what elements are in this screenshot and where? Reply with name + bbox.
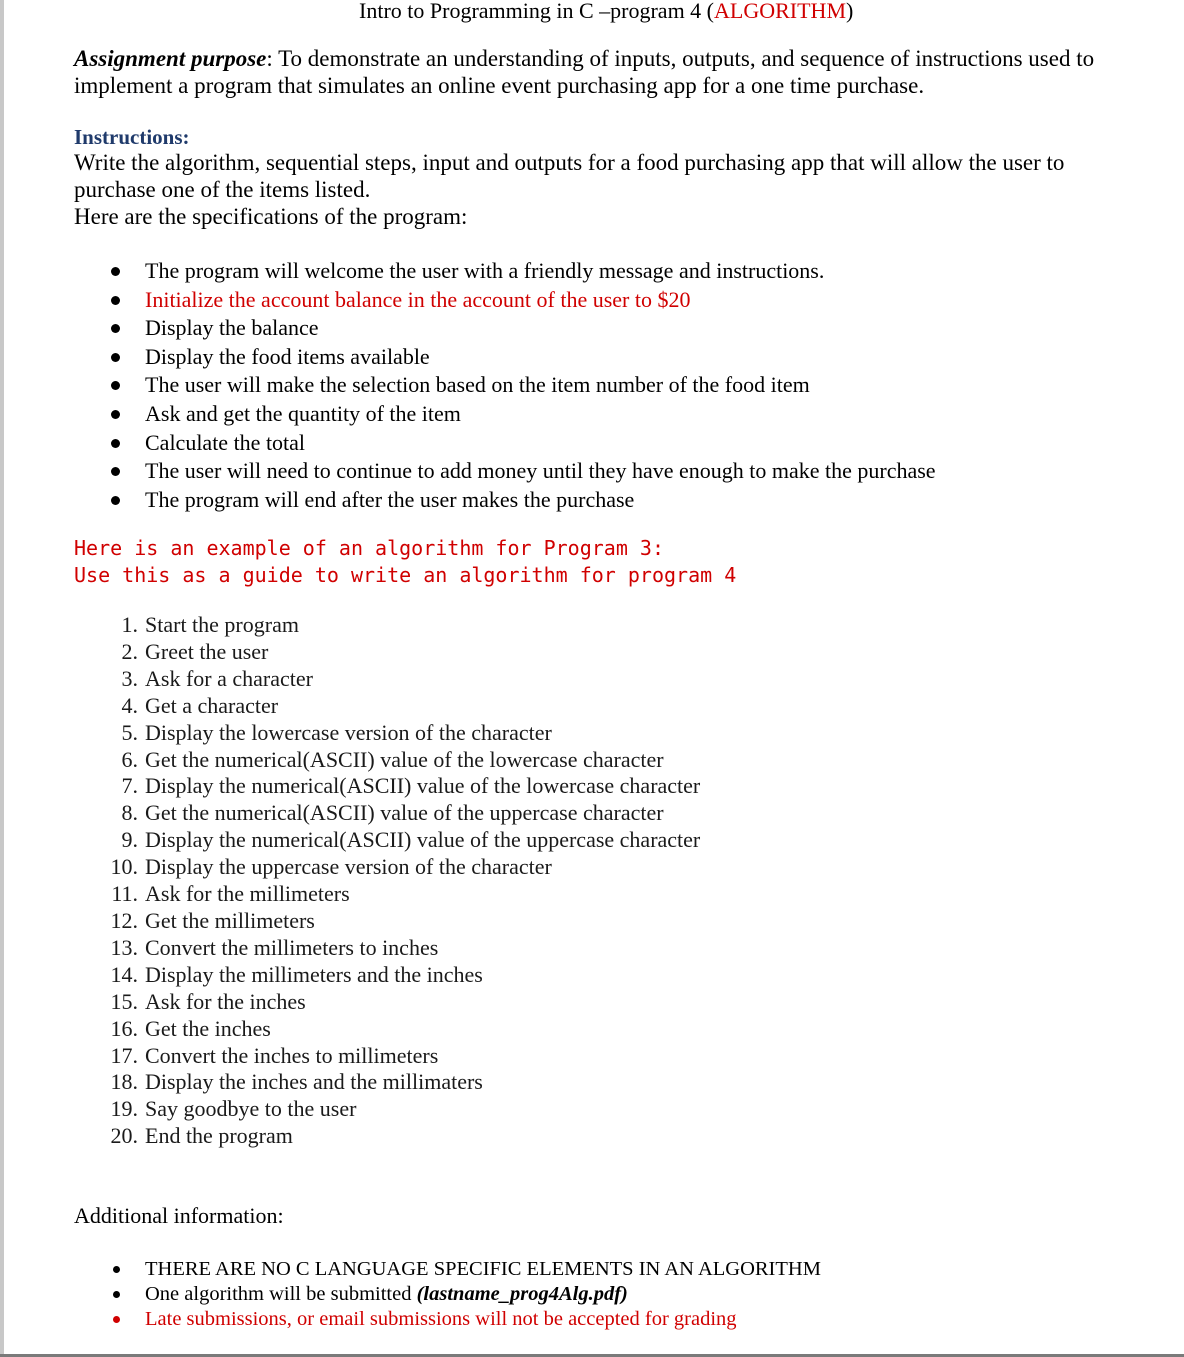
example-line-2: Use this as a guide to write an algorithm for program 4 (74, 563, 737, 587)
bullet-icon (113, 1266, 120, 1273)
spec-item: The program will end after the user makes the purchase (0, 486, 936, 515)
spec-item: Display the food items available (0, 343, 936, 372)
bullet-icon (113, 1291, 120, 1298)
purpose-label: Assignment purpose (74, 46, 267, 71)
instructions-line-1: Write the algorithm, sequential steps, input and outputs for a food purchasing app that will allow the user to (74, 150, 1065, 175)
bullet-icon (111, 296, 120, 305)
list-item: THERE ARE NO C LANGUAGE SPECIFIC ELEMENTS IN AN ALGORITHM (0, 1257, 821, 1282)
additional-info-heading: Additional information: (74, 1203, 284, 1228)
bullet-icon (111, 381, 120, 390)
list-item: One algorithm will be submitted (lastname_prog4Alg.pdf) (0, 1282, 821, 1307)
algorithm-step: 6. Get the numerical(ASCII) value of the lowercase character (121, 746, 664, 772)
algorithm-step: 10. Display the uppercase version of the character (110, 854, 552, 880)
algorithm-step: 8. Get the numerical(ASCII) value of the uppercase character (121, 800, 664, 826)
assignment-purpose (74, 45, 1114, 99)
algorithm-step: 12. Get the millimeters (110, 907, 315, 933)
specifications-list (0, 257, 936, 514)
instructions-heading: Instructions: (74, 125, 190, 149)
page-title: Intro to Programming in C –program 4 (ALGORITHM) (359, 0, 854, 23)
bullet-icon (111, 267, 120, 276)
instructions-line-3: Here are the specifications of the program: (74, 204, 468, 229)
bullet-icon (111, 467, 120, 476)
algorithm-step: 19. Say goodbye to the user (110, 1096, 357, 1122)
additional-info-list (0, 1257, 821, 1331)
instructions-line-2: purchase one of the items listed. (74, 177, 371, 202)
algorithm-step: 13. Convert the millimeters to inches (110, 934, 439, 960)
bullet-icon (113, 1316, 120, 1323)
algorithm-step: 18. Display the inches and the millimaters (110, 1069, 483, 1095)
purpose-text: : To demonstrate an understanding of inputs, outputs, and sequence of instructions used to implement a program that simulates an online event purchasing app for a one time purchase. (74, 46, 1095, 98)
algorithm-step: 9. Display the numerical(ASCII) value of the uppercase character (121, 827, 701, 853)
spec-item: Calculate the total (0, 429, 936, 458)
bullet-icon (111, 496, 120, 505)
algorithm-step: 15. Ask for the inches (110, 988, 306, 1014)
algorithm-step: 3. Ask for a character (121, 665, 313, 691)
example-line-1: Here is an example of an algorithm for Program 3: (74, 536, 665, 560)
bullet-icon (111, 324, 120, 333)
algorithm-step: 5. Display the lowercase version of the character (121, 719, 552, 745)
spec-item: The user will make the selection based on the item number of the food item (0, 371, 936, 400)
algorithm-step: 16. Get the inches (110, 1015, 271, 1041)
spec-item: Ask and get the quantity of the item (0, 400, 936, 429)
algorithm-step: 20. End the program (110, 1123, 293, 1149)
algorithm-step: 14. Display the millimeters and the inches (110, 961, 483, 987)
algorithm-step: 2. Greet the user (121, 638, 269, 664)
spec-item: Display the balance (0, 314, 936, 343)
bullet-icon (111, 353, 120, 362)
spec-item: The program will welcome the user with a friendly message and instructions. (0, 257, 936, 286)
list-item: Late submissions, or email submissions will not be accepted for grading (0, 1307, 821, 1332)
algorithm-step: 4. Get a character (121, 692, 279, 718)
algorithm-step: 7. Display the numerical(ASCII) value of the lowercase character (121, 773, 701, 799)
spec-item: Initialize the account balance in the account of the user to $20 (0, 286, 936, 315)
algorithm-step: 11. Ask for the millimeters (111, 881, 350, 907)
bullet-icon (111, 439, 120, 448)
algorithm-steps-list (0, 612, 700, 1150)
bullet-icon (111, 410, 120, 419)
spec-item: The user will need to continue to add money until they have enough to make the purchase (0, 457, 936, 486)
algorithm-step: 17. Convert the inches to millimeters (110, 1042, 439, 1068)
algorithm-step: 1. Start the program (121, 612, 299, 637)
